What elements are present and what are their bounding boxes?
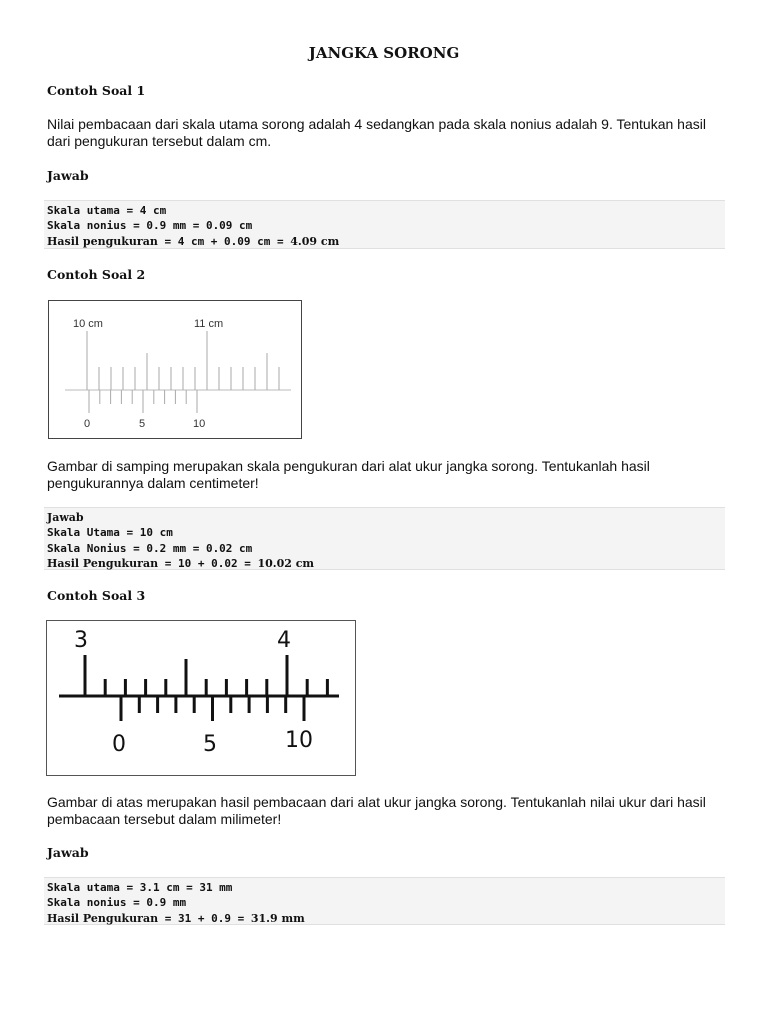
soal1-answer-line-3 xyxy=(47,234,722,250)
soal3-result-formula: = 31 + 0.9 = xyxy=(158,911,251,925)
soal2-vernier-label-0: 0 xyxy=(84,418,91,430)
soal2-heading: Contoh Soal 2 xyxy=(47,267,146,282)
soal2-vernier-label-5: 5 xyxy=(139,418,146,430)
soal2-answer-line-2: Skala Nonius = 0.2 mm = 0.02 cm xyxy=(47,541,253,555)
soal2-vernier-ticks xyxy=(89,390,197,413)
soal2-vernier-diagram xyxy=(49,301,301,438)
soal3-jawab-heading: Jawab xyxy=(47,845,89,860)
soal2-jawab-heading: Jawab xyxy=(47,511,84,524)
soal1-jawab-heading: Jawab xyxy=(47,168,89,183)
soal3-main-scale-ticks xyxy=(85,655,327,696)
soal3-vernier-ticks xyxy=(121,696,304,721)
page-title: JANGKA SORONG xyxy=(308,44,460,62)
soal1-result-formula: = 4 cm + 0.09 cm = xyxy=(157,234,291,248)
soal3-result-label: Hasil Pengukuran xyxy=(47,911,159,925)
soal2-main-label-right: 11 cm xyxy=(194,318,224,330)
soal3-answer-line-2: Skala nonius = 0.9 mm xyxy=(47,896,187,910)
soal1-result-value: 4.09 cm xyxy=(290,234,340,248)
soal1-result-label: Hasil pengukuran xyxy=(47,234,158,248)
soal1-answer-line-2: Skala nonius = 0.9 mm = 0.09 cm xyxy=(47,219,253,233)
soal2-result-value: 10.02 cm xyxy=(257,556,315,570)
soal2-result-label: Hasil Pengukuran xyxy=(47,556,159,570)
soal3-heading: Contoh Soal 3 xyxy=(47,588,146,603)
soal3-main-label-right: 4 xyxy=(277,628,291,653)
soal3-vernier-label-0: 0 xyxy=(112,732,126,757)
soal2-answer-box xyxy=(44,507,725,570)
soal1-answer-box xyxy=(44,200,725,249)
soal2-main-label-left: 10 cm xyxy=(73,318,103,330)
soal3-vernier-diagram xyxy=(47,621,355,775)
soal2-question: Gambar di samping merupakan skala pengukuran dari alat ukur jangka sorong. Tentukanlah hasil pengukurannya dalam centimeter! xyxy=(47,458,650,491)
soal1-heading: Contoh Soal 1 xyxy=(47,83,146,98)
soal1-answer-line-1: Skala utama = 4 cm xyxy=(47,204,167,217)
soal3-answer-box xyxy=(44,877,725,925)
soal2-vernier-figure xyxy=(48,300,302,439)
soal3-answer-line-3 xyxy=(47,911,722,927)
soal2-answer-line-1: Skala Utama = 10 cm xyxy=(47,526,173,540)
soal3-vernier-figure xyxy=(46,620,356,776)
soal3-question: Gambar di atas merupakan hasil pembacaan dari alat ukur jangka sorong. Tentukanlah nilai ukur dari hasil pembacaan tersebut dalam milimeter! xyxy=(47,794,706,827)
soal3-main-label-left: 3 xyxy=(74,628,88,653)
soal1-question: Nilai pembacaan dari skala utama sorong adalah 4 sedangkan pada skala nonius adalah 9. Tentukan hasil dari pengukuran tersebut dalam cm. xyxy=(47,116,706,149)
soal2-result-formula: = 10 + 0.02 = xyxy=(158,556,258,570)
soal2-main-scale-ticks xyxy=(87,331,279,390)
soal3-vernier-label-5: 5 xyxy=(203,732,217,757)
soal2-answer-line-3 xyxy=(47,556,722,572)
soal3-result-value: 31.9 mm xyxy=(250,911,305,925)
soal3-answer-line-1: Skala utama = 3.1 cm = 31 mm xyxy=(47,881,233,894)
soal3-vernier-label-10: 10 xyxy=(285,728,313,753)
soal2-vernier-label-10: 10 xyxy=(193,418,206,430)
